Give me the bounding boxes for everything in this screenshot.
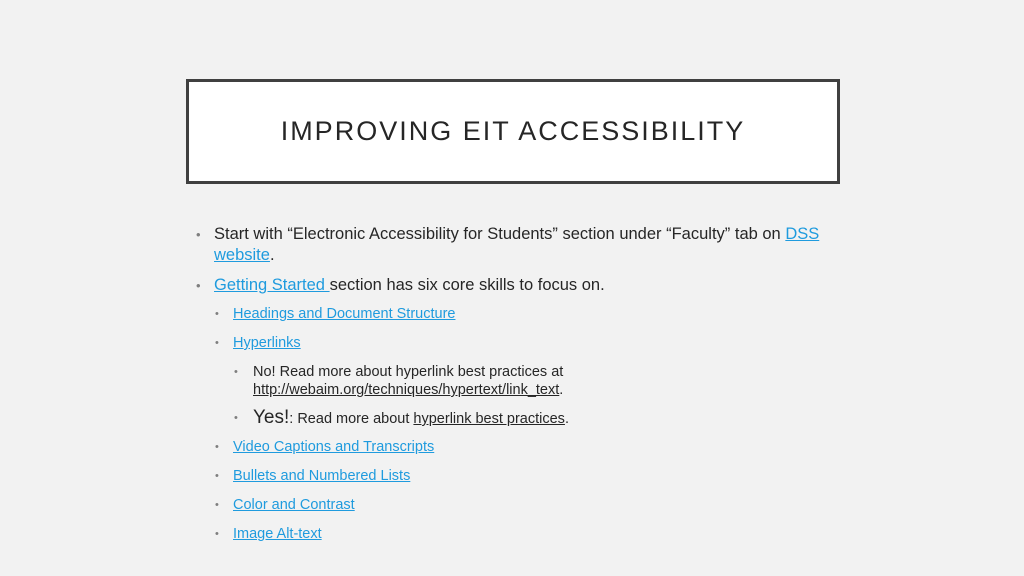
yes-example-text: : Read more about	[289, 411, 414, 427]
start-text: Start with “Electronic Accessibility for Students” section under “Faculty” tab on	[214, 225, 786, 243]
getting-started-link[interactable]: Getting Started	[214, 276, 330, 294]
bullets-lists-link[interactable]: Bullets and Numbered Lists	[233, 468, 411, 484]
bullet-icon: •	[196, 227, 201, 242]
bullet-icon: •	[215, 337, 219, 349]
color-contrast-link[interactable]: Color and Contrast	[233, 497, 355, 513]
hyperlinks-link[interactable]: Hyperlinks	[233, 335, 301, 351]
yes-example-suffix: .	[564, 411, 569, 427]
bullet-icon: •	[234, 366, 238, 378]
list-item-headings	[215, 305, 856, 324]
list-item-no-example	[234, 363, 856, 399]
bullet-icon: •	[234, 412, 238, 424]
image-alt-text-link[interactable]: Image Alt-text	[233, 526, 322, 542]
list-item-alt	[215, 525, 856, 544]
list-item-getting-started	[196, 275, 856, 296]
bullet-icon: •	[215, 441, 219, 453]
bullet-icon: •	[215, 499, 219, 511]
list-item-hyperlinks	[215, 334, 856, 353]
bullet-icon: •	[196, 278, 201, 293]
getting-started-text: section has six core skills to focus on.	[329, 276, 605, 294]
hyperlink-best-practices-link[interactable]: hyperlink best practices	[413, 411, 565, 427]
slide-title: IMPROVING EIT ACCESSIBILITY	[280, 116, 746, 146]
dss-website-link[interactable]: DSS website	[214, 225, 820, 264]
list-item-start	[196, 224, 856, 266]
list-item-yes-example	[234, 409, 856, 428]
video-captions-link[interactable]: Video Captions and Transcripts	[233, 439, 435, 455]
list-item-bullets	[215, 467, 856, 486]
no-example-suffix: .	[559, 382, 564, 398]
bullet-icon: •	[215, 308, 219, 320]
bullet-icon: •	[215, 528, 219, 540]
slide-title-box	[186, 79, 840, 184]
list-item-video	[215, 438, 856, 457]
start-suffix: .	[269, 246, 275, 264]
no-example-text: No! Read more about hyperlink best practices at	[253, 364, 564, 380]
headings-link[interactable]: Headings and Document Structure	[233, 306, 456, 322]
bullet-list	[196, 224, 856, 554]
webaim-url-link[interactable]: http://webaim.org/techniques/hypertext/link_text	[253, 382, 560, 398]
bullet-icon: •	[215, 470, 219, 482]
list-item-color	[215, 496, 856, 515]
yes-label: Yes!	[253, 407, 290, 428]
